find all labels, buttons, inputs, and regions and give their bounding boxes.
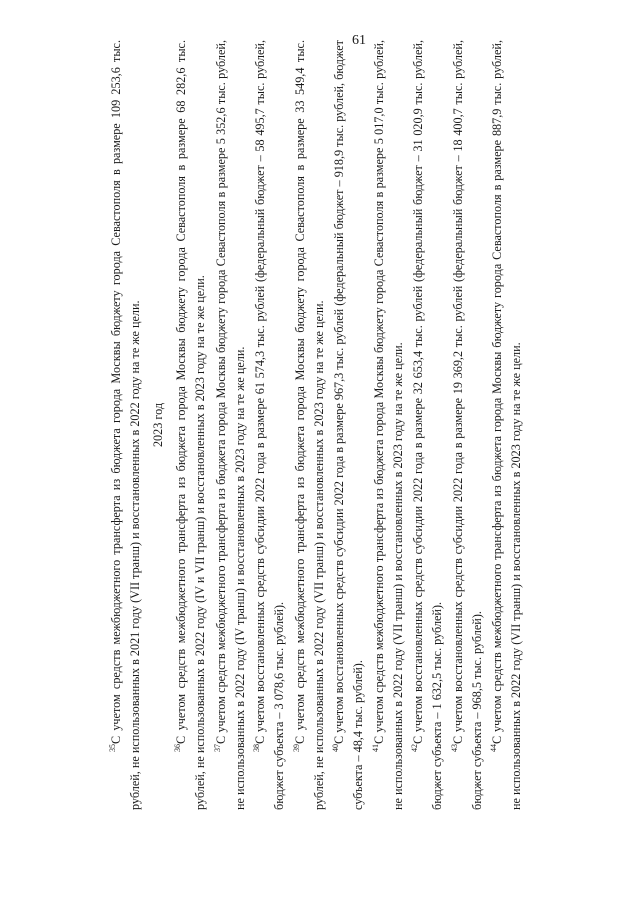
footnote-text: [251, 40, 289, 810]
footnote-body: С учетом средств межбюджетного трансферта из бюджета города Москвы бюджету города Севастополя в размере 887,9 тыс. рублей, не использованных в 2022 году (VII транш) и восстановленных в 2023 году на те же цели.: [490, 40, 523, 810]
footnote-text: [488, 40, 526, 810]
footnote-body: С учетом средств межбюджетного трансферта из бюджета города Москвы бюджету города Севастополя в размере 5 352,6 тыс. рублей, не использованных в 2022 году (IV транш) и восстановленных в 2023 году на те же цели.: [213, 40, 247, 810]
footnote-40: [330, 40, 368, 810]
footnote-body: С учетом средств межбюджетного трансферта из бюджета города Москвы бюджету города Севастополя в размере 33 549,4 тыс. рублей, не использованных в 2022 году (VII транш) и восстановленных в 2023 году на те же цели.: [292, 40, 326, 810]
footnote-body: С учетом средств межбюджетного трансферта из бюджета города Москвы бюджету города Севастополя в размере 5 017,0 тыс. рублей, не использованных в 2022 году (VII транш) и восстановленных в 2023 году на те же цели.: [371, 40, 405, 810]
footnote-42: [409, 40, 447, 810]
footnote-body: С учетом средств межбюджетного трансферта из бюджета города Москвы бюджету города Севастополя в размере 109 253,6 тыс. рублей, не использованных в 2021 году (VII транш) и восстановленных в 2022 году на те же цели.: [109, 40, 142, 810]
footnote-text: [370, 40, 408, 810]
footnote-text: [330, 40, 368, 810]
footnote-39: [291, 40, 329, 810]
footnote-36: [172, 40, 210, 810]
footnote-body: С учетом восстановленных средств субсидии 2022 года в размере 19 369,2 тыс. рублей (федеральный бюджет – 18 400,7 тыс. рублей, бюджет субъекта – 968,5 тыс. рублей).: [450, 40, 484, 810]
footnote-text: [291, 40, 329, 810]
footnote-body: С учетом восстановленных средств субсидии 2022 года в размере 61 574,3 тыс. рублей (федеральный бюджет – 58 495,7 тыс. рублей, бюджет субъекта – 3 078,6 тыс. рублей).: [253, 40, 286, 810]
footnote-body: С учетом восстановленных средств субсидии 2022 года в размере 32 653,4 тыс. рублей (федеральный бюджет – 31 020,9 тыс. рублей, бюджет субъекта – 1 632,5 тыс. рублей).: [411, 40, 444, 810]
footnote-text: [212, 40, 250, 810]
footnote-41: [370, 40, 408, 810]
footnote-body: С учетом средств межбюджетного трансферта из бюджета города Москвы бюджету города Севастополя в размере 68 282,6 тыс. рублей, не использованных в 2022 году (IV и VII транш) и восстановленных в 2023 году на те же цели.: [174, 40, 207, 810]
footnote-text: [409, 40, 447, 810]
footnote-marker: 37: [212, 744, 222, 752]
footnote-44: [488, 40, 526, 810]
footnote-38: [251, 40, 289, 810]
footnote-35: [107, 40, 145, 810]
footnote-marker: 40: [330, 744, 340, 752]
footnote-body: С учетом восстановленных средств субсидии 2022 года в размере 967,3 тыс. рублей (федеральный бюджет – 918,9 тыс. рублей, бюджет субъекта – 48,4 тыс. рублей).: [332, 40, 365, 810]
year-heading: 2023 год: [151, 402, 165, 448]
footnote-marker: 39: [291, 744, 301, 752]
footnote-text: [449, 40, 487, 810]
footnote-37: [212, 40, 250, 810]
page-number: 61: [352, 33, 366, 48]
footnotes-rotated-block: [107, 40, 528, 810]
footnote-marker: 44: [488, 744, 498, 752]
footnote-marker: 42: [409, 744, 419, 752]
footnote-marker: 36: [172, 744, 182, 752]
footnote-marker: 43: [449, 744, 459, 752]
footnote-43: [449, 40, 487, 810]
footnote-text: [172, 40, 210, 810]
footnote-marker: 41: [370, 744, 380, 752]
footnote-marker: 35: [107, 744, 117, 752]
footnote-text: [107, 40, 145, 810]
footnote-marker: 38: [251, 744, 261, 752]
